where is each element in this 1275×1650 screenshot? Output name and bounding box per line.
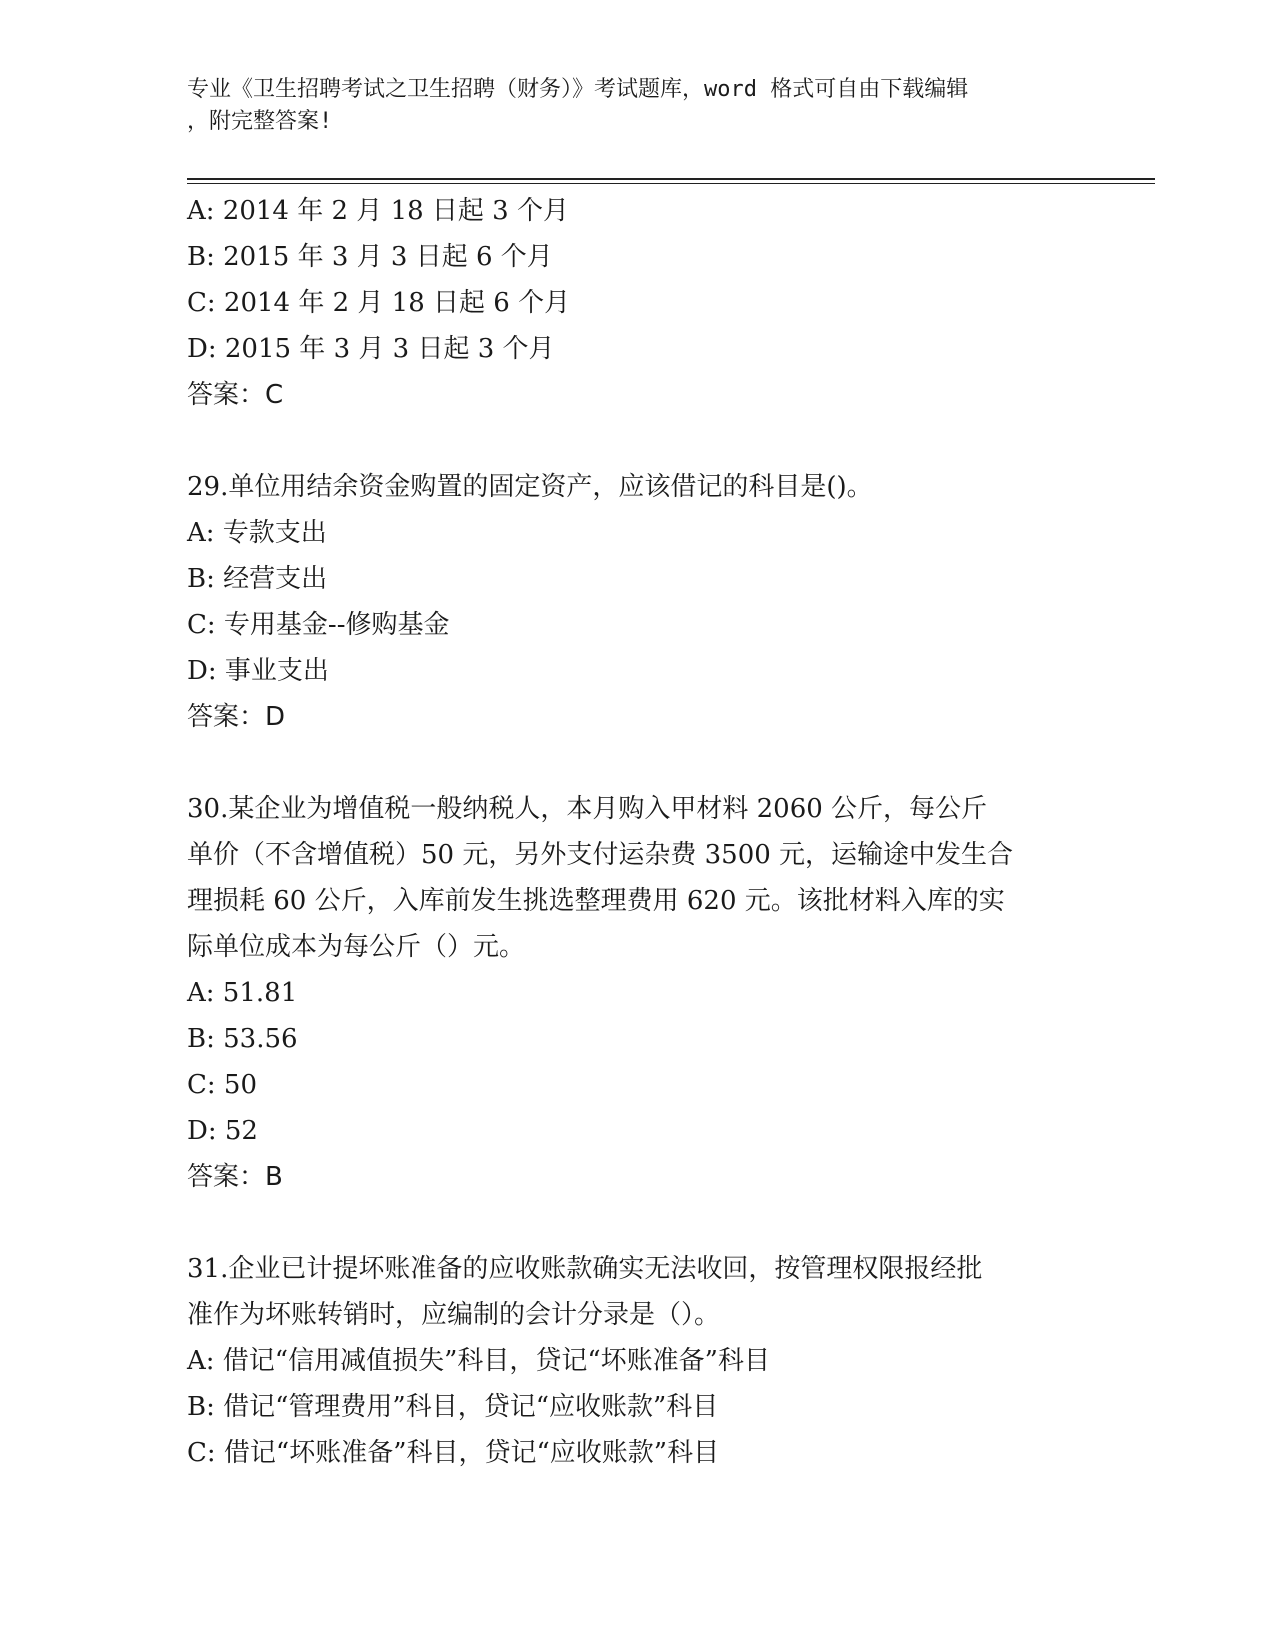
question-30-block (187, 786, 1087, 1200)
question-30-line: 单价（不含增值税）50 元，另外支付运杂费 3500 元，运输途中发生合 (187, 840, 1014, 870)
option-c: C: 专用基金--修购基金 (187, 610, 450, 640)
option-c: C: 2014 年 2 月 18 日起 6 个月 (187, 288, 571, 318)
option-b: B: 2015 年 3 月 3 日起 6 个月 (187, 242, 553, 272)
option-b: B: 借记“管理费用”科目，贷记“应收账款”科目 (187, 1392, 719, 1422)
option-c: C: 50 (187, 1070, 258, 1100)
question-31-line: 31.企业已计提坏账准备的应收账款确实无法收回，按管理权限报经批 (187, 1254, 983, 1284)
option-a: A: 51.81 (187, 978, 298, 1008)
option-a: A: 专款支出 (187, 518, 327, 548)
question-30-line: 理损耗 60 公斤，入库前发生挑选整理费用 620 元。该批材料入库的实 (187, 886, 1005, 916)
header-divider-thick (187, 178, 1155, 180)
option-d: D: 52 (187, 1116, 258, 1146)
question-content (187, 188, 1087, 1476)
spacer (187, 418, 1087, 464)
option-d: D: 事业支出 (187, 656, 329, 686)
answer-29: 答案：D (187, 702, 286, 732)
option-a: A: 2014 年 2 月 18 日起 3 个月 (187, 196, 569, 226)
question-30-line: 际单位成本为每公斤（）元。 (187, 932, 526, 962)
question-28-block (187, 188, 1087, 418)
question-30-line: 30.某企业为增值税一般纳税人，本月购入甲材料 2060 公斤，每公斤 (187, 794, 988, 824)
spacer (187, 740, 1087, 786)
answer-28: 答案：C (187, 380, 284, 410)
option-c: C: 借记“坏账准备”科目，贷记“应收账款”科目 (187, 1438, 720, 1468)
header-line-1: 专业《卫生招聘考试之卫生招聘（财务）》考试题库，word 格式可自由下载编辑 (187, 77, 969, 102)
option-b: B: 经营支出 (187, 564, 328, 594)
question-29-block (187, 464, 1087, 740)
spacer (187, 1200, 1087, 1246)
header-divider-thin (187, 183, 1155, 184)
question-31-line: 准作为坏账转销时，应编制的会计分录是（）。 (187, 1300, 721, 1330)
option-a: A: 借记“信用减值损失”科目，贷记“坏账准备”科目 (187, 1346, 770, 1376)
option-b: B: 53.56 (187, 1024, 298, 1054)
answer-30: 答案：B (187, 1162, 283, 1192)
question-31-block (187, 1246, 1087, 1476)
header-line-2: ，附完整答案! (187, 109, 333, 134)
option-d: D: 2015 年 3 月 3 日起 3 个月 (187, 334, 555, 364)
question-29-text: 29.单位用结余资金购置的固定资产，应该借记的科目是()。 (187, 472, 873, 502)
page-header (187, 74, 1087, 138)
